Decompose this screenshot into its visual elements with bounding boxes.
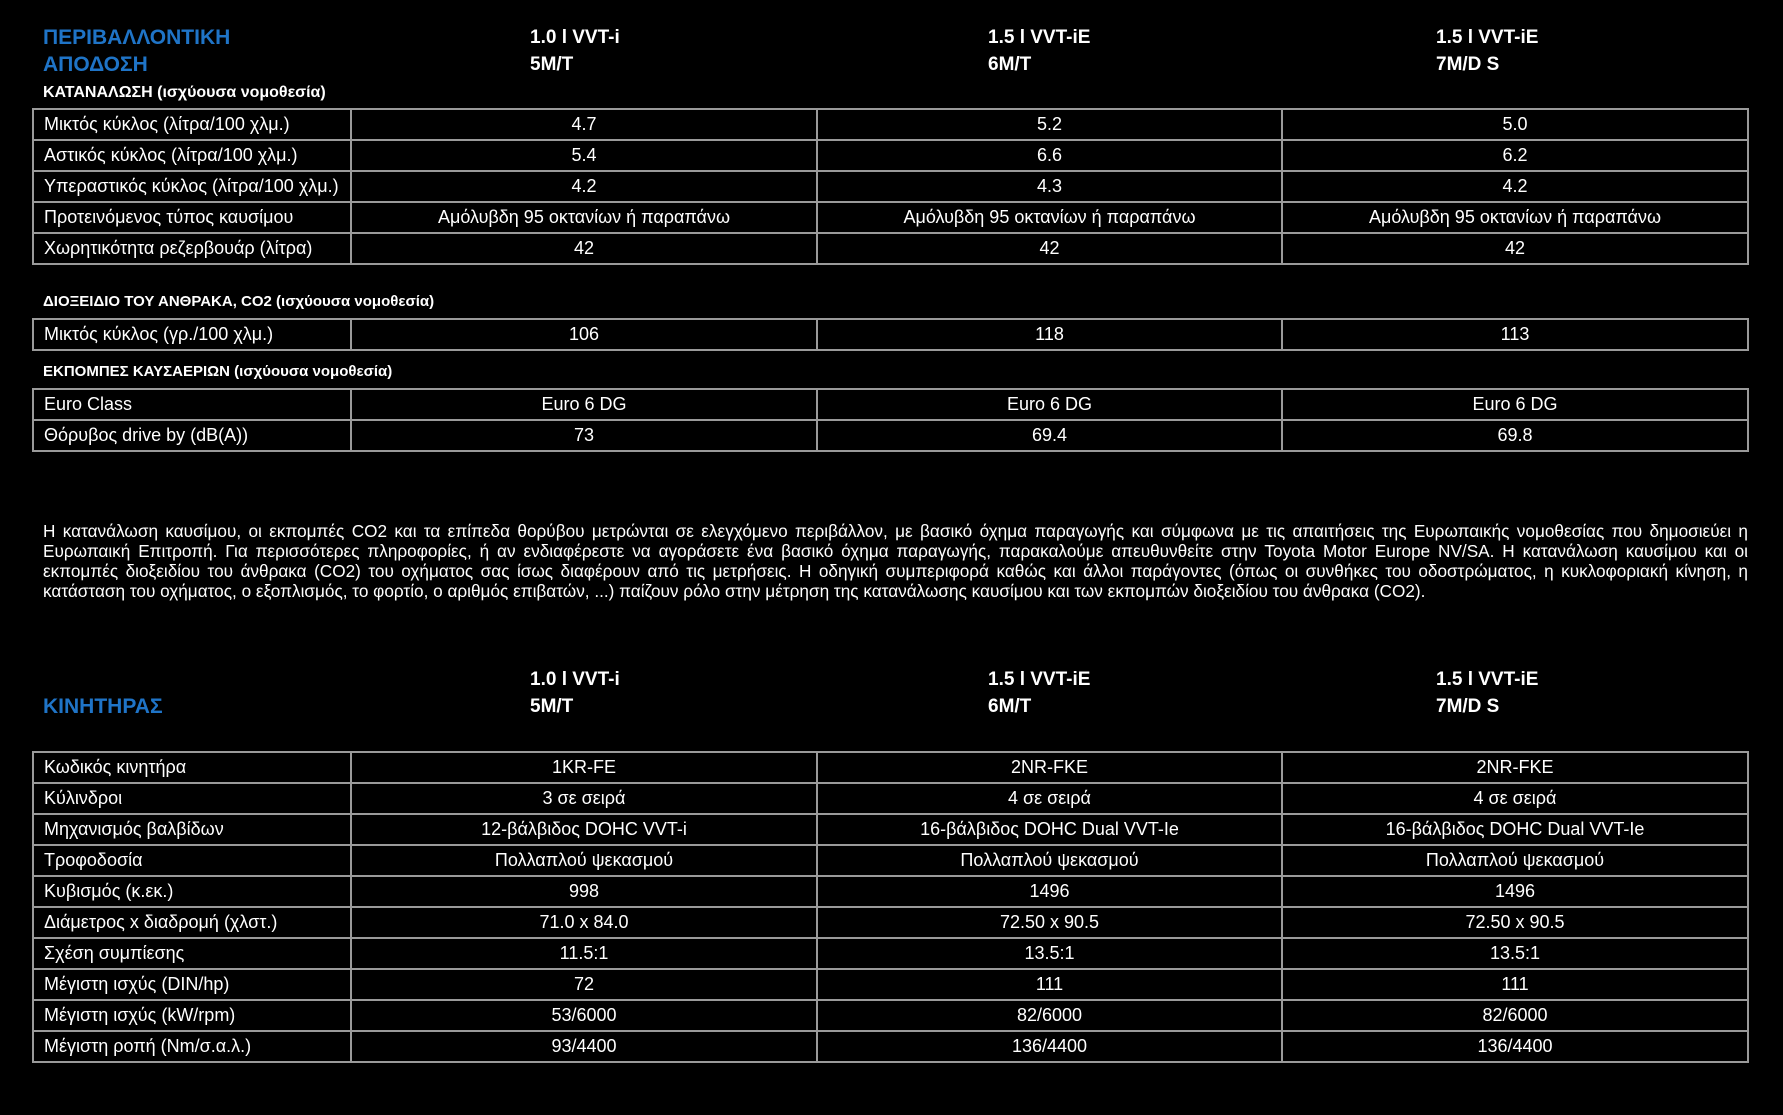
cell-value: 2NR-FKE (817, 752, 1282, 783)
cell-value: 69.8 (1282, 420, 1748, 451)
col-1-gearbox: 5M/T (530, 54, 574, 75)
table-row (33, 752, 1748, 783)
consumption-table (32, 108, 1749, 265)
row-label: Μικτός κύκλος (λίτρα/100 χλμ.) (33, 109, 351, 140)
engine-col-header-2 (988, 666, 1090, 720)
table-row (33, 202, 1748, 233)
row-label: Κύλινδροι (33, 783, 351, 814)
cell-value: 72 (351, 969, 817, 1000)
cell-value: 13.5:1 (1282, 938, 1748, 969)
row-label: Προτεινόμενος τύπος καυσίμου (33, 202, 351, 233)
cell-value: 5.0 (1282, 109, 1748, 140)
col-3-engine: 1.5 l VVT-iE (1436, 27, 1539, 48)
cell-value: 136/4400 (817, 1031, 1282, 1062)
cell-value: Euro 6 DG (817, 389, 1282, 420)
row-label: Euro Class (33, 389, 351, 420)
engine-col-header-1 (530, 666, 620, 720)
cell-value: 136/4400 (1282, 1031, 1748, 1062)
col-3-engine: 1.5 l VVT-iE (1436, 669, 1539, 690)
engine-section-title: ΚΙΝΗΤΗΡΑΣ (43, 695, 163, 718)
col-2-gearbox: 6M/T (988, 696, 1032, 717)
row-label: Σχέση συμπίεσης (33, 938, 351, 969)
cell-value: Αμόλυβδη 95 οκτανίων ή παραπάνω (351, 202, 817, 233)
table-row (33, 876, 1748, 907)
row-label: Κυβισμός (κ.εκ.) (33, 876, 351, 907)
table-row (33, 420, 1748, 451)
cell-value: 3 σε σειρά (351, 783, 817, 814)
cell-value: 42 (817, 233, 1282, 264)
cell-value: 69.4 (817, 420, 1282, 451)
col-3-gearbox: 7M/D S (1436, 696, 1500, 717)
table-row (33, 907, 1748, 938)
row-label: Μηχανισμός βαλβίδων (33, 814, 351, 845)
cell-value: Αμόλυβδη 95 οκτανίων ή παραπάνω (1282, 202, 1748, 233)
table-row (33, 233, 1748, 264)
cell-value: 1496 (1282, 876, 1748, 907)
col-2-engine: 1.5 l VVT-iE (988, 669, 1091, 690)
env-col-header-2 (988, 24, 1090, 78)
cell-value: 93/4400 (351, 1031, 817, 1062)
row-label: Υπεραστικός κύκλος (λίτρα/100 χλμ.) (33, 171, 351, 202)
cell-value: 73 (351, 420, 817, 451)
cell-value: 82/6000 (1282, 1000, 1748, 1031)
consumption-title: ΚΑΤΑΝΑΛΩΣΗ (ισχύουσα νομοθεσία) (43, 84, 326, 101)
cell-value: 4.3 (817, 171, 1282, 202)
cell-value: 11.5:1 (351, 938, 817, 969)
col-1-engine: 1.0 l VVT-i (530, 27, 620, 48)
cell-value: 113 (1282, 319, 1748, 350)
table-row (33, 1000, 1748, 1031)
table-row (33, 140, 1748, 171)
cell-value: 4 σε σειρά (817, 783, 1282, 814)
cell-value: 6.6 (817, 140, 1282, 171)
cell-value: 1KR-FE (351, 752, 817, 783)
cell-value: 111 (817, 969, 1282, 1000)
cell-value: 16-βάλβιδος DOHC Dual VVT-Ie (1282, 814, 1748, 845)
cell-value: 82/6000 (817, 1000, 1282, 1031)
cell-value: 72.50 x 90.5 (817, 907, 1282, 938)
cell-value: 72.50 x 90.5 (1282, 907, 1748, 938)
row-label: Κωδικός κινητήρα (33, 752, 351, 783)
table-row (33, 389, 1748, 420)
env-title-line2: ΑΠΟΔΟΣΗ (43, 53, 148, 76)
cell-value: 16-βάλβιδος DOHC Dual VVT-Ie (817, 814, 1282, 845)
cell-value: Πολλαπλού ψεκασμού (351, 845, 817, 876)
cell-value: 42 (351, 233, 817, 264)
cell-value: 998 (351, 876, 817, 907)
col-3-gearbox: 7M/D S (1436, 54, 1500, 75)
cell-value: 12-βάλβιδος DOHC VVT-i (351, 814, 817, 845)
row-label: Μικτός κύκλος (γρ./100 χλμ.) (33, 319, 351, 350)
cell-value: 4.2 (1282, 171, 1748, 202)
row-label: Μέγιστη ροπή (Nm/σ.α.λ.) (33, 1031, 351, 1062)
emissions-title: ΕΚΠΟΜΠΕΣ ΚΑΥΣΑΕΡΙΩΝ (ισχύουσα νομοθεσία) (43, 363, 393, 380)
col-2-gearbox: 6M/T (988, 54, 1032, 75)
col-1-gearbox: 5M/T (530, 696, 574, 717)
cell-value: 53/6000 (351, 1000, 817, 1031)
col-2-engine: 1.5 l VVT-iE (988, 27, 1091, 48)
emissions-table (32, 388, 1749, 452)
disclaimer-text: Η κατανάλωση καυσίμου, οι εκπομπές CO2 και τα επίπεδα θορύβου μετρώνται σε ελεγχόμενο περιβάλλον, με βασικό όχημα παραγωγής και σύμφωνα με τις απαιτήσεις της Ευρωπαικής νομοθεσίας που δημοσιεύει η Ευρωπαική Επιτροπή. Για περισσότερες πληροφορίες, ή αν ενδιαφέρεστε να αγοράσετε ένα βασικό όχημα παραγωγής, παρακαλούμε απευθυνθείτε στην Toyota Motor Europe NV/SA. Η κατανάλωση καυσίμου και οι εκπομπές διοξειδίου του άνθρακα (CO2) του οχήματος σας ίσως διαφέρουν από τις μετρήσεις. Η οδηγική συμπεριφορά καθώς και άλλοι παράγοντες (όπως οι συνθήκες του οδοστρώματος, η κυκλοφοριακή κίνηση, η κατάσταση του οχήματος, ο εξοπλισμός, το φορτίο, ο αριθμός επιβατών, ...) παίζουν ρόλο στην μέτρηση της κατανάλωσης καυσίμου και των εκπομπών διοξειδίου του άνθρακα (CO2). (43, 521, 1748, 601)
co2-title: ΔΙΟΞΕΙΔΙΟ ΤΟΥ ΑΝΘΡΑΚΑ, CO2 (ισχύουσα νομοθεσία) (43, 293, 435, 310)
table-row (33, 783, 1748, 814)
env-title-line1: ΠΕΡΙΒΑΛΛΟΝΤΙΚΗ (43, 26, 231, 49)
cell-value: Euro 6 DG (1282, 389, 1748, 420)
cell-value: 1496 (817, 876, 1282, 907)
cell-value: 6.2 (1282, 140, 1748, 171)
cell-value: Πολλαπλού ψεκασμού (817, 845, 1282, 876)
table-row (33, 319, 1748, 350)
cell-value: 13.5:1 (817, 938, 1282, 969)
cell-value: 4.2 (351, 171, 817, 202)
cell-value: 118 (817, 319, 1282, 350)
row-label: Χωρητικότητα ρεζερβουάρ (λίτρα) (33, 233, 351, 264)
cell-value: 5.4 (351, 140, 817, 171)
table-row (33, 109, 1748, 140)
cell-value: 2NR-FKE (1282, 752, 1748, 783)
row-label: Διάμετρος x διαδρομή (χλστ.) (33, 907, 351, 938)
engine-table (32, 751, 1749, 1063)
cell-value: 5.2 (817, 109, 1282, 140)
co2-table (32, 318, 1749, 351)
row-label: Αστικός κύκλος (λίτρα/100 χλμ.) (33, 140, 351, 171)
col-1-engine: 1.0 l VVT-i (530, 669, 620, 690)
table-row (33, 1031, 1748, 1062)
cell-value: 4 σε σειρά (1282, 783, 1748, 814)
table-row (33, 171, 1748, 202)
cell-value: Πολλαπλού ψεκασμού (1282, 845, 1748, 876)
cell-value: 4.7 (351, 109, 817, 140)
env-section-title (43, 24, 230, 78)
row-label: Μέγιστη ισχύς (DIN/hp) (33, 969, 351, 1000)
cell-value: 42 (1282, 233, 1748, 264)
row-label: Τροφοδοσία (33, 845, 351, 876)
env-col-header-3 (1436, 24, 1538, 78)
cell-value: Αμόλυβδη 95 οκτανίων ή παραπάνω (817, 202, 1282, 233)
cell-value: 71.0 x 84.0 (351, 907, 817, 938)
cell-value: Euro 6 DG (351, 389, 817, 420)
env-col-header-1 (530, 24, 620, 78)
table-row (33, 969, 1748, 1000)
row-label: Μέγιστη ισχύς (kW/rpm) (33, 1000, 351, 1031)
cell-value: 106 (351, 319, 817, 350)
table-row (33, 938, 1748, 969)
row-label: Θόρυβος drive by (dB(A)) (33, 420, 351, 451)
table-row (33, 814, 1748, 845)
cell-value: 111 (1282, 969, 1748, 1000)
table-row (33, 845, 1748, 876)
engine-col-header-3 (1436, 666, 1538, 720)
